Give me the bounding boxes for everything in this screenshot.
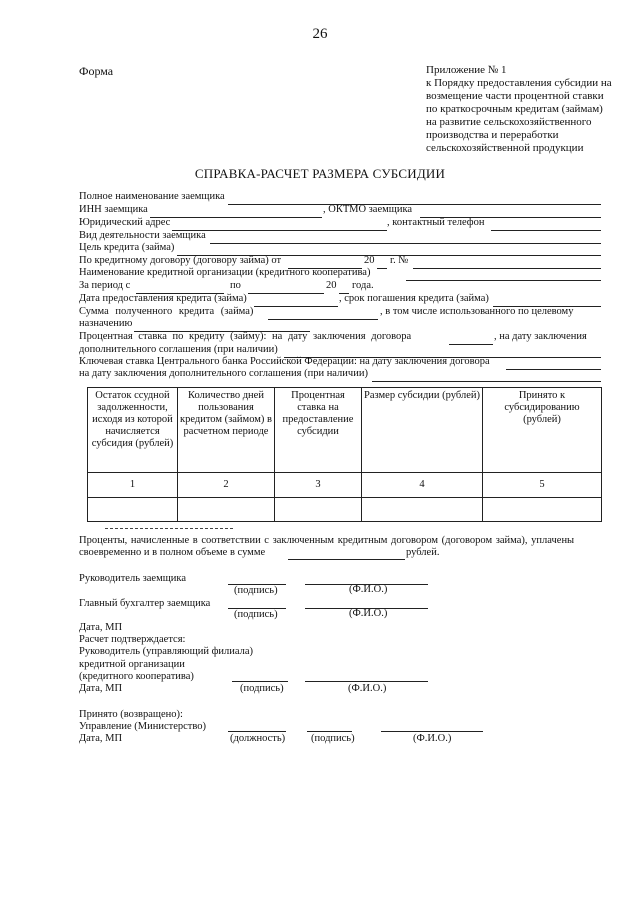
branch-label-3: (кредитного кооператива) bbox=[79, 671, 194, 682]
accepted-label: Принято (возвращено): bbox=[79, 709, 183, 720]
table-header-cell: Процентная ставка на предоставление субсидии bbox=[275, 388, 362, 473]
form-label: Форма bbox=[79, 64, 114, 78]
date-mp: Дата, МП bbox=[79, 683, 123, 694]
subsidy-table bbox=[87, 387, 602, 522]
rate-addendum-label: дополнительного соглашения (при наличии) bbox=[79, 344, 278, 355]
chief-acc-label: Главный бухгалтер заемщика bbox=[79, 598, 211, 609]
footnote-separator bbox=[105, 528, 233, 529]
contract-number-field[interactable] bbox=[413, 268, 601, 269]
table-number-cell: 1 bbox=[88, 473, 178, 498]
appendix-line: Приложение № 1 bbox=[426, 64, 507, 76]
inn-label: ИНН заемщика bbox=[79, 204, 148, 215]
page-number: 26 bbox=[312, 26, 328, 42]
key-rate-addendum-field[interactable] bbox=[372, 381, 601, 382]
contract-no-label: г. № bbox=[390, 255, 409, 266]
branch-label-2: кредитной организации bbox=[79, 659, 185, 670]
table-data-cell[interactable] bbox=[362, 498, 483, 522]
legal-address-label: Юридический адрес bbox=[79, 217, 171, 228]
head-label: Руководитель заемщика bbox=[79, 573, 187, 584]
sum-received-label: Сумма полученного кредита (займа) bbox=[79, 306, 254, 317]
fio-caption: (Ф.И.О.) bbox=[348, 683, 387, 694]
date-mp: Дата, МП bbox=[79, 622, 123, 633]
table-header-cell: Количество дней пользования кредитом (займом) в расчетном периоде bbox=[178, 388, 275, 473]
contract-year-field[interactable] bbox=[377, 268, 387, 269]
interest-sum-field[interactable] bbox=[288, 559, 405, 560]
branch-fio-field[interactable] bbox=[305, 681, 428, 682]
rate-tail: , на дату заключения bbox=[494, 331, 587, 342]
phone-field[interactable] bbox=[491, 230, 601, 231]
branch-sign-field[interactable] bbox=[232, 681, 288, 682]
period-year-suffix: года. bbox=[352, 280, 374, 291]
activity-label: Вид деятельности заемщика bbox=[79, 230, 206, 241]
fio-caption: (Ф.И.О.) bbox=[349, 608, 388, 619]
date-granted-label: Дата предоставления кредита (займа) bbox=[79, 293, 247, 304]
repay-date-label: , срок погашения кредита (займа) bbox=[339, 293, 489, 304]
document-title: СПРАВКА-РАСЧЕТ РАЗМЕРА СУБСИДИИ bbox=[194, 166, 446, 181]
table-header-cell: Размер субсидии (рублей) bbox=[362, 388, 483, 473]
key-rate-label: Ключевая ставка Центрального банка Российской Федерации: на дату заключения договора bbox=[79, 356, 490, 367]
date-granted-field[interactable] bbox=[254, 306, 338, 307]
podpis-caption: (подпись) bbox=[240, 683, 284, 694]
table-number-cell: 3 bbox=[275, 473, 362, 498]
ministry-label: Управление (Министерство) bbox=[79, 721, 207, 732]
branch-label: Руководитель (управляющий филиала) bbox=[79, 646, 253, 657]
confirmed-label: Расчет подтверждается: bbox=[79, 634, 186, 645]
rate-label: Процентная ставка по кредиту (займу): на дату заключения договора bbox=[79, 331, 412, 342]
table-number-cell: 5 bbox=[483, 473, 602, 498]
date-mp: Дата, МП bbox=[79, 733, 123, 744]
dolzhnost-caption: (должность) bbox=[230, 733, 286, 744]
full-name-field[interactable] bbox=[228, 204, 601, 205]
creditor-field[interactable] bbox=[406, 280, 601, 281]
full-name-label: Полное наименование заемщика bbox=[79, 191, 225, 202]
activity-field[interactable] bbox=[210, 243, 601, 244]
period-from-label: За период с bbox=[79, 280, 131, 291]
table-data-cell[interactable] bbox=[178, 498, 275, 522]
fio-caption: (Ф.И.О.) bbox=[413, 733, 452, 744]
year-prefix: 20 bbox=[364, 255, 375, 266]
inn-field[interactable] bbox=[150, 217, 322, 218]
period-to-field[interactable] bbox=[248, 293, 324, 294]
ministry-fio-field[interactable] bbox=[381, 731, 483, 732]
podpis-caption: (подпись) bbox=[234, 585, 278, 596]
appendix-line: возмещение части процентной ставки bbox=[426, 90, 604, 102]
creditor-label: Наименование кредитной организации (кредитного кооператива) bbox=[79, 267, 371, 278]
appendix-line: к Порядку предоставления субсидии на bbox=[426, 77, 612, 89]
ministry-position-field[interactable] bbox=[228, 731, 286, 732]
appendix-line: по краткосрочным кредитам (займам) bbox=[426, 103, 603, 115]
table-data-cell[interactable] bbox=[88, 498, 178, 522]
table-data-cell[interactable] bbox=[275, 498, 362, 522]
fio-caption: (Ф.И.О.) bbox=[349, 584, 388, 595]
contract-label: По кредитному договору (договору займа) от bbox=[79, 255, 282, 266]
appendix-block bbox=[426, 64, 612, 155]
appendix-line: на развитие сельскохозяйственного bbox=[426, 116, 592, 128]
purpose-label: Цель кредита (займа) bbox=[79, 242, 175, 253]
podpis-caption: (подпись) bbox=[234, 609, 278, 620]
ministry-sign-field[interactable] bbox=[307, 731, 352, 732]
key-rate-contract-field[interactable] bbox=[506, 369, 601, 370]
period-year-prefix: 20 bbox=[326, 280, 337, 291]
interest-rub: рублей. bbox=[406, 547, 440, 558]
period-to-label: по bbox=[230, 280, 241, 291]
rate-contract-field[interactable] bbox=[449, 344, 493, 345]
oktmo-label: , ОКТМО заемщика bbox=[323, 204, 413, 215]
appendix-line: сельскохозяйственной продукции bbox=[426, 142, 584, 154]
phone-label: , контактный телефон bbox=[387, 217, 485, 228]
appendix-line: производства и переработки bbox=[426, 129, 559, 141]
interest-text: Проценты, начисленные в соответствии с заключенным кредитным договором (договором займа), уплачены bbox=[79, 535, 575, 546]
table-data-cell[interactable] bbox=[483, 498, 602, 522]
podpis-caption: (подпись) bbox=[311, 733, 355, 744]
table-number-cell: 4 bbox=[362, 473, 483, 498]
table-header-cell: Остаток ссудной задолженности, исходя из которой начисляется субсидия (рублей) bbox=[88, 388, 178, 473]
sum-received-field[interactable] bbox=[268, 319, 378, 320]
table-number-cell: 2 bbox=[178, 473, 275, 498]
interest-text-2: своевременно и в полном объеме в сумме bbox=[79, 547, 266, 558]
sum-received-tail: , в том числе использованного по целевому bbox=[380, 306, 574, 317]
table-header-cell: Принято к субсидированию (рублей) bbox=[483, 388, 602, 473]
purpose-use-label: назначению bbox=[79, 318, 133, 329]
key-rate-addendum-label: на дату заключения дополнительного соглашения (при наличии) bbox=[79, 368, 368, 379]
